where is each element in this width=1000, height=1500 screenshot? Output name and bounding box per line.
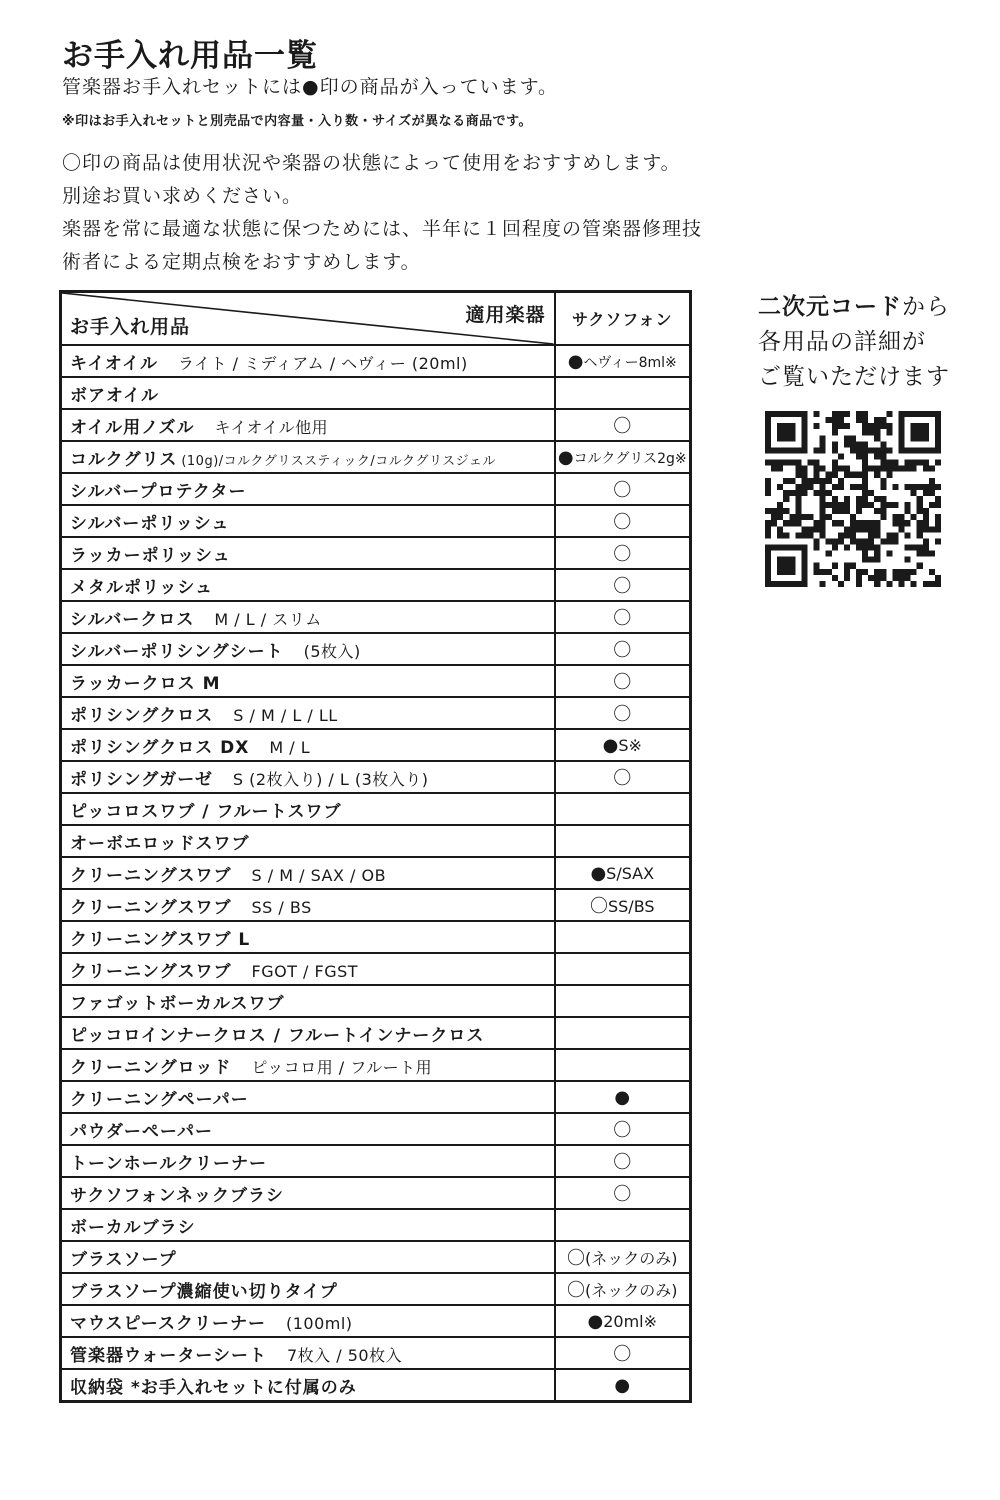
item-name-cell: [61, 409, 555, 441]
item-name: オーボエロッドスワブ: [70, 833, 250, 854]
saxophone-cell: [555, 1241, 691, 1273]
saxophone-cell: [555, 1337, 691, 1369]
item-name: シルバーポリッシュ: [70, 513, 230, 534]
item-name-cell: [61, 377, 555, 409]
saxophone-cell: [555, 793, 691, 825]
table-row: [61, 345, 691, 377]
table-row: [61, 569, 691, 601]
item-name: ポリシングガーゼ: [70, 769, 213, 790]
qr-caption-rest: から: [902, 294, 950, 320]
item-name: コルクグリス: [70, 449, 178, 470]
item-variant: ピッコロ用 / フルート用: [251, 1057, 433, 1077]
saxophone-cell: [555, 761, 691, 793]
table-row: [61, 889, 691, 921]
availability-mark: ●: [557, 446, 574, 468]
availability-note: S/SAX: [606, 863, 655, 883]
table-row: [61, 1241, 691, 1273]
item-variant: ライト / ミディアム / ヘヴィー (20ml): [177, 353, 468, 373]
saxophone-cell: [555, 1273, 691, 1305]
item-name-cell: [61, 729, 555, 761]
saxophone-cell: [555, 441, 691, 473]
saxophone-cell: [555, 1177, 691, 1209]
availability-mark: 〇: [613, 640, 632, 661]
item-variant: 7枚入 / 50枚入: [286, 1345, 403, 1365]
availability-mark: 〇: [613, 608, 632, 629]
saxophone-cell: [555, 537, 691, 569]
saxophone-cell: [555, 1113, 691, 1145]
saxophone-cell: [555, 953, 691, 985]
item-name-cell: [61, 505, 555, 537]
item-name-cell: [61, 601, 555, 633]
item-variant: FGOT / FGST: [251, 961, 359, 981]
item-variant: SS / BS: [251, 897, 312, 917]
item-variant: S / M / SAX / OB: [251, 865, 387, 885]
availability-mark: ●: [567, 350, 584, 372]
table-row: [61, 377, 691, 409]
saxophone-cell: [555, 601, 691, 633]
item-variant: (5枚入): [303, 641, 361, 661]
item-name-cell: [61, 1273, 555, 1305]
header-items-label: お手入れ用品: [70, 316, 191, 338]
paragraph-line-1: 〇印の商品は使用状況や楽器の状態によって使用をおすすめします。: [62, 152, 681, 174]
availability-mark: ●: [614, 1374, 631, 1396]
saxophone-cell: [555, 921, 691, 953]
availability-note: 20ml※: [603, 1311, 658, 1331]
item-variant: S / M / L / LL: [233, 705, 338, 725]
item-variant: M / L / スリム: [214, 609, 322, 629]
table-row: [61, 1081, 691, 1113]
table-row: [61, 825, 691, 857]
table-row: [61, 441, 691, 473]
item-name-cell: [61, 1081, 555, 1113]
availability-mark: 〇: [613, 672, 632, 693]
saxophone-cell: [555, 1369, 691, 1402]
saxophone-cell: [555, 665, 691, 697]
item-name: ファゴットボーカルスワブ: [70, 993, 285, 1014]
availability-note: コルクグリス2g※: [573, 450, 687, 467]
saxophone-cell: [555, 1145, 691, 1177]
item-name-cell: [61, 1049, 555, 1081]
item-name-cell: [61, 953, 555, 985]
table-row: [61, 697, 691, 729]
table-row: [61, 1305, 691, 1337]
item-name-cell: [61, 569, 555, 601]
item-name-cell: [61, 761, 555, 793]
table-row: [61, 1049, 691, 1081]
item-name: メタルポリッシュ: [70, 577, 213, 598]
item-name-cell: [61, 633, 555, 665]
item-name: マウスピースクリーナー: [70, 1313, 266, 1334]
item-name: ピッコロインナークロス / フルートインナークロス: [70, 1025, 485, 1046]
header-diagonal-cell: [61, 292, 555, 346]
paragraph-line-4: 術者による定期点検をおすすめします。: [62, 251, 421, 273]
item-name: シルバークロス: [70, 609, 195, 630]
saxophone-cell: [555, 889, 691, 921]
item-name-cell: [61, 345, 555, 377]
item-name-cell: [61, 1209, 555, 1241]
item-name: キイオイル: [70, 353, 158, 374]
table-header-row: [61, 292, 691, 346]
availability-mark: 〇: [567, 1248, 586, 1269]
item-name: クリーニングスワブ L: [70, 929, 251, 950]
paragraph-line-2: 別途お買い求めください。: [62, 185, 303, 207]
item-name-cell: [61, 857, 555, 889]
table-row: [61, 921, 691, 953]
item-name: ボーカルブラシ: [70, 1217, 196, 1238]
item-name: オイル用ノズル: [70, 417, 195, 438]
table-row: [61, 665, 691, 697]
item-variant: (100ml): [285, 1313, 353, 1333]
item-name: パウダーペーパー: [70, 1121, 213, 1142]
availability-mark: ●: [614, 1086, 631, 1108]
qr-caption-bold: 二次元コード: [758, 294, 902, 320]
item-name-cell: [61, 665, 555, 697]
header-instrument-label: 適用楽器: [465, 304, 546, 326]
care-items-table: [59, 290, 692, 1403]
availability-mark: 〇: [613, 1184, 632, 1205]
saxophone-cell: [555, 505, 691, 537]
saxophone-cell: [555, 857, 691, 889]
saxophone-cell: [555, 633, 691, 665]
availability-mark: 〇: [613, 512, 632, 533]
item-name: ブラスソープ: [70, 1249, 177, 1270]
availability-mark: 〇: [613, 416, 632, 437]
saxophone-cell: [555, 569, 691, 601]
item-variant: (10g)/コルクグリススティック/コルクグリスジェル: [181, 453, 496, 469]
saxophone-cell: [555, 473, 691, 505]
saxophone-cell: [555, 1209, 691, 1241]
table-row: [61, 1017, 691, 1049]
availability-mark: ●: [602, 734, 619, 756]
table-row: [61, 793, 691, 825]
qr-caption-line-2: 各用品の詳細が: [758, 329, 926, 355]
availability-note: S※: [618, 735, 642, 755]
item-name: クリーニングスワブ: [70, 865, 232, 886]
item-name: ラッカーポリッシュ: [70, 545, 231, 566]
availability-mark: 〇: [613, 768, 632, 789]
item-name: クリーニングペーパー: [70, 1089, 249, 1110]
item-name-cell: [61, 825, 555, 857]
table-row: [61, 601, 691, 633]
saxophone-cell: [555, 1049, 691, 1081]
paragraph-line-3: 楽器を常に最適な状態に保つためには、半年に１回程度の管楽器修理技: [62, 218, 703, 240]
item-name: トーンホールクリーナー: [70, 1153, 267, 1174]
item-name: ピッコロスワブ / フルートスワブ: [70, 801, 342, 822]
saxophone-cell: [555, 985, 691, 1017]
saxophone-cell: [555, 1081, 691, 1113]
qr-code-icon[interactable]: [765, 411, 941, 587]
item-variant: キイオイル他用: [214, 417, 329, 437]
item-name: ラッカークロス M: [70, 673, 221, 694]
item-name: サクソフォンネックブラシ: [70, 1185, 284, 1206]
item-name-cell: [61, 985, 555, 1017]
saxophone-cell: [555, 409, 691, 441]
availability-note: (ネックのみ): [585, 1249, 678, 1268]
table-row: [61, 537, 691, 569]
availability-mark: 〇: [613, 1120, 632, 1141]
table-row: [61, 633, 691, 665]
item-name-cell: [61, 1017, 555, 1049]
note-text: ※印はお手入れセットと別売品で内容量・入り数・サイズが異なる商品です。: [62, 114, 533, 129]
availability-note: SS/BS: [607, 897, 655, 916]
qr-caption-line-3: ご覧いただけます: [758, 364, 950, 390]
availability-mark: 〇: [613, 480, 632, 501]
header-saxophone: サクソフォン: [555, 292, 691, 346]
availability-mark: 〇: [613, 704, 632, 725]
table-row: [61, 1113, 691, 1145]
saxophone-cell: [555, 1017, 691, 1049]
table-row: [61, 1273, 691, 1305]
item-name-cell: [61, 921, 555, 953]
availability-mark: 〇: [613, 1344, 632, 1365]
page-title: お手入れ用品一覧: [62, 38, 318, 74]
item-name: シルバーポリシングシート: [70, 641, 284, 662]
table-row: [61, 473, 691, 505]
saxophone-cell: [555, 825, 691, 857]
item-name: 管楽器ウォーターシート: [70, 1345, 267, 1366]
item-name: クリーニングスワブ: [70, 961, 232, 982]
saxophone-cell: [555, 697, 691, 729]
table-row: [61, 505, 691, 537]
table-row: [61, 857, 691, 889]
item-name-cell: [61, 1241, 555, 1273]
item-name: シルバープロテクター: [70, 481, 247, 502]
saxophone-cell: [555, 377, 691, 409]
saxophone-cell: [555, 1305, 691, 1337]
item-name-cell: [61, 889, 555, 921]
saxophone-cell: [555, 345, 691, 377]
availability-note: ヘヴィー8ml※: [583, 354, 677, 371]
table-row: [61, 409, 691, 441]
item-name-cell: [61, 1145, 555, 1177]
table-row: [61, 953, 691, 985]
availability-mark: 〇: [589, 896, 608, 917]
item-name: ブラスソープ濃縮使い切りタイプ: [70, 1281, 338, 1302]
item-name: 収納袋 *お手入れセットに付属のみ: [70, 1377, 357, 1398]
table-row: [61, 761, 691, 793]
table-row: [61, 1177, 691, 1209]
table-row: [61, 1145, 691, 1177]
item-name-cell: [61, 473, 555, 505]
intro-text: 管楽器お手入れセットには●印の商品が入っています。: [62, 76, 559, 98]
availability-note: (ネックのみ): [585, 1281, 678, 1300]
availability-mark: ●: [590, 862, 607, 884]
item-variant: M / L: [269, 737, 311, 757]
item-variant: S (2枚入り) / L (3枚入り): [232, 769, 429, 789]
table-row: [61, 985, 691, 1017]
table-row: [61, 1369, 691, 1402]
availability-mark: 〇: [613, 544, 632, 565]
item-name: クリーニングスワブ: [70, 897, 232, 918]
availability-mark: ●: [587, 1310, 604, 1332]
qr-caption: [758, 290, 950, 395]
item-name-cell: [61, 793, 555, 825]
table-row: [61, 1337, 691, 1369]
item-name: クリーニングロッド: [70, 1057, 232, 1078]
item-name: ポリシングクロス DX: [70, 737, 250, 758]
item-name: ボアオイル: [70, 385, 159, 406]
item-name: ポリシングクロス: [70, 705, 214, 726]
table-row: [61, 729, 691, 761]
table-row: [61, 1209, 691, 1241]
item-name-cell: [61, 1177, 555, 1209]
saxophone-cell: [555, 729, 691, 761]
availability-mark: 〇: [613, 576, 632, 597]
item-name-cell: [61, 1337, 555, 1369]
availability-mark: 〇: [567, 1280, 586, 1301]
item-name-cell: [61, 537, 555, 569]
item-name-cell: [61, 441, 555, 473]
qr-modules: [765, 411, 941, 587]
availability-mark: 〇: [613, 1152, 632, 1173]
item-name-cell: [61, 697, 555, 729]
item-name-cell: [61, 1113, 555, 1145]
item-name-cell: [61, 1369, 555, 1402]
item-name-cell: [61, 1305, 555, 1337]
